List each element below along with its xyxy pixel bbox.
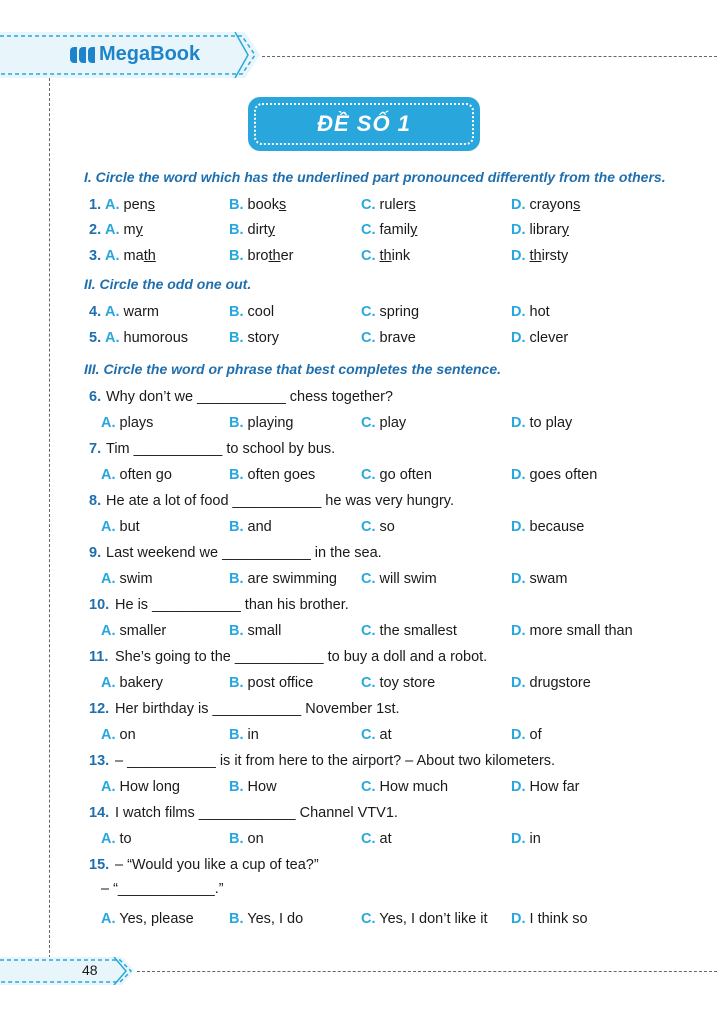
answer-options <box>89 571 709 593</box>
option-a[interactable]: A. plays <box>101 415 154 431</box>
question-text: Tim ___________ to school by bus. <box>106 441 336 457</box>
option-a[interactable]: A. swim <box>101 571 153 587</box>
option-d[interactable]: D. of <box>511 727 542 743</box>
option-d[interactable]: D. because <box>511 519 585 535</box>
logo <box>70 43 200 66</box>
question-text: He ate a lot of food ___________ he was very hungry. <box>106 493 454 509</box>
header-divider <box>262 56 717 57</box>
option[interactable]: D. crayons <box>511 197 581 213</box>
answer-options <box>89 519 709 541</box>
question-2 <box>89 222 709 244</box>
option-d[interactable]: D. goes often <box>511 467 598 483</box>
option-c[interactable]: C. at <box>361 831 392 847</box>
question-4 <box>89 304 709 326</box>
option-a[interactable]: A. How long <box>101 779 180 795</box>
option[interactable]: C. think <box>361 248 411 264</box>
question-stem <box>89 545 709 567</box>
megabook-logo-icon <box>70 47 95 63</box>
option[interactable]: B. books <box>229 197 287 213</box>
option-b[interactable]: B. post office <box>229 675 314 691</box>
option-a[interactable]: A. smaller <box>101 623 167 639</box>
option-c[interactable]: C. go often <box>361 467 432 483</box>
question-text: – ___________ is it from here to the airport? – About two kilometers. <box>115 753 556 769</box>
option-b[interactable]: B. are swimming <box>229 571 337 587</box>
answer-options <box>89 675 709 697</box>
question-number: 4. <box>89 304 102 320</box>
question-text: He is ___________ than his brother. <box>115 597 349 613</box>
option-b[interactable]: B. Yes, I do <box>229 911 304 927</box>
option-b[interactable]: B. How <box>229 779 277 795</box>
question-number: 1. <box>89 197 102 213</box>
option[interactable]: D. thirsty <box>511 248 569 264</box>
question-stem <box>89 389 709 411</box>
option[interactable]: A. math <box>105 248 156 264</box>
answer-options <box>89 779 709 801</box>
option-a[interactable]: A. but <box>101 519 140 535</box>
option-a[interactable]: A. on <box>101 727 136 743</box>
answer-options <box>89 415 709 437</box>
question-stem-continued <box>89 881 709 903</box>
question-number: 3. <box>89 248 102 264</box>
option-c[interactable]: C. How much <box>361 779 449 795</box>
option-b[interactable]: B. often goes <box>229 467 316 483</box>
question-text: – “____________.” <box>101 881 224 897</box>
option[interactable]: D. hot <box>511 304 550 320</box>
option[interactable]: B. story <box>229 330 279 346</box>
option[interactable]: D. library <box>511 222 570 238</box>
option-c[interactable]: C. at <box>361 727 392 743</box>
option[interactable]: A. humorous <box>105 330 189 346</box>
question-number: 2. <box>89 222 102 238</box>
option[interactable]: A. pens <box>105 197 155 213</box>
question-number: 9. <box>89 545 102 561</box>
option-a[interactable]: A. often go <box>101 467 172 483</box>
question-number: 12. <box>89 701 110 717</box>
question-1 <box>89 197 709 219</box>
question-text: I watch films ____________ Channel VTV1. <box>115 805 398 821</box>
option[interactable]: C. brave <box>361 330 416 346</box>
option[interactable]: C. rulers <box>361 197 416 213</box>
option[interactable]: B. brother <box>229 248 294 264</box>
answer-options <box>89 911 709 933</box>
option-d[interactable]: D. more small than <box>511 623 633 639</box>
question-stem <box>89 441 709 463</box>
option-d[interactable]: D. I think so <box>511 911 588 927</box>
question-stem <box>89 805 709 827</box>
option[interactable]: D. clever <box>511 330 569 346</box>
question-number: 11. <box>89 649 109 665</box>
option-d[interactable]: D. drugstore <box>511 675 591 691</box>
section-heading-1: I. Circle the word which has the underlined part pronounced differently from the others. <box>84 169 666 185</box>
question-text: Last weekend we ___________ in the sea. <box>106 545 382 561</box>
question-number: 7. <box>89 441 102 457</box>
question-text: Why don’t we ___________ chess together? <box>106 389 393 405</box>
question-stem <box>89 597 709 619</box>
option[interactable]: B. cool <box>229 304 275 320</box>
option-b[interactable]: B. in <box>229 727 259 743</box>
question-number: 10. <box>89 597 110 613</box>
option[interactable]: A. my <box>105 222 143 238</box>
question-stem <box>89 857 709 879</box>
page-number: 48 <box>82 962 98 978</box>
option[interactable]: C. spring <box>361 304 420 320</box>
logo-text: MegaBook <box>99 43 201 65</box>
option-d[interactable]: D. How far <box>511 779 580 795</box>
answer-options <box>89 727 709 749</box>
option[interactable]: C. family <box>361 222 418 238</box>
footer-divider <box>137 971 717 972</box>
question-stem <box>89 701 709 723</box>
option-c[interactable]: C. will swim <box>361 571 437 587</box>
question-number: 14. <box>89 805 110 821</box>
option-c[interactable]: C. Yes, I don’t like it <box>361 911 488 927</box>
question-5 <box>89 330 709 352</box>
option-b[interactable]: B. and <box>229 519 272 535</box>
answer-options <box>89 467 709 489</box>
question-text: – “Would you like a cup of tea?” <box>115 857 319 873</box>
option-c[interactable]: C. play <box>361 415 407 431</box>
question-number: 6. <box>89 389 102 405</box>
question-text: Her birthday is ___________ November 1st. <box>115 701 400 717</box>
question-stem <box>89 649 709 671</box>
question-3 <box>89 248 709 270</box>
question-number: 15. <box>89 857 110 873</box>
option-a[interactable]: A. to <box>101 831 132 847</box>
section-heading-2: II. Circle the odd one out. <box>84 276 252 292</box>
question-stem <box>89 493 709 515</box>
option-c[interactable]: C. the smallest <box>361 623 457 639</box>
option-a[interactable]: A. bakery <box>101 675 164 691</box>
title-badge <box>248 97 480 151</box>
option-d[interactable]: D. in <box>511 831 541 847</box>
section-heading-3: III. Circle the word or phrase that best completes the sentence. <box>84 361 501 377</box>
question-number: 8. <box>89 493 102 509</box>
answer-options <box>89 831 709 853</box>
question-text: She’s going to the ___________ to buy a doll and a robot. <box>115 649 488 665</box>
option[interactable]: B. dirty <box>229 222 275 238</box>
margin-line <box>49 78 50 958</box>
option-b[interactable]: B. small <box>229 623 282 639</box>
option[interactable]: A. warm <box>105 304 159 320</box>
question-number: 13. <box>89 753 110 769</box>
option-c[interactable]: C. toy store <box>361 675 436 691</box>
option-a[interactable]: A. Yes, please <box>101 911 194 927</box>
answer-options <box>89 623 709 645</box>
footer-banner <box>0 957 135 985</box>
option-c[interactable]: C. so <box>361 519 395 535</box>
question-stem <box>89 753 709 775</box>
option-b[interactable]: B. on <box>229 831 264 847</box>
option-d[interactable]: D. swam <box>511 571 568 587</box>
option-b[interactable]: B. playing <box>229 415 294 431</box>
page-title: ĐỀ SỐ 1 <box>317 111 411 136</box>
question-number: 5. <box>89 330 102 346</box>
option-d[interactable]: D. to play <box>511 415 573 431</box>
